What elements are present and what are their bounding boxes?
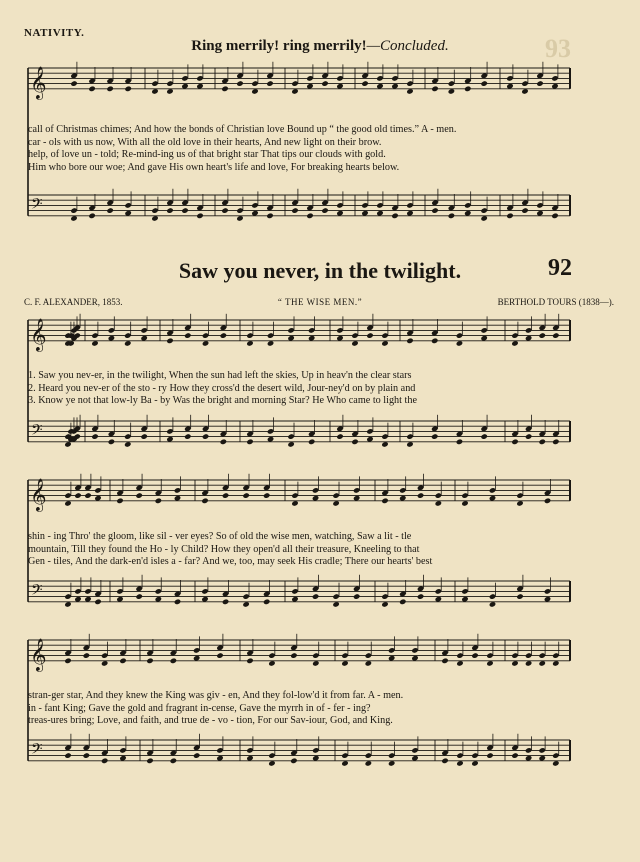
note-head — [220, 439, 227, 445]
note-head — [242, 492, 249, 498]
note-head — [83, 652, 90, 658]
note-head — [166, 207, 173, 213]
note-head — [236, 80, 243, 86]
note-head — [88, 213, 95, 219]
note-head — [181, 207, 188, 213]
note-head — [321, 207, 328, 213]
note-head — [525, 433, 532, 439]
note-head — [308, 439, 315, 445]
note-head — [202, 433, 209, 439]
clef-glyph: 𝄢 — [31, 581, 43, 603]
note-head — [246, 658, 253, 664]
note-head — [456, 439, 463, 445]
note-head — [544, 498, 551, 504]
continued-verse-line: car - ols with us now, With all the old love in their hearts, And new light on their brow. — [28, 136, 382, 148]
note-head — [431, 433, 438, 439]
hymn-author: C. F. ALEXANDER, 1853. — [24, 297, 123, 307]
note-head — [124, 86, 131, 92]
verse-line: Gen - tiles, And the dark-en'd isles a - far? And we, too, may seek His cradle; There our hearts' best — [28, 556, 433, 567]
note-head — [220, 332, 227, 338]
section-tag: NATIVITY. — [24, 27, 85, 39]
note-head — [146, 658, 153, 664]
note-head — [174, 599, 181, 605]
note-head — [140, 433, 147, 439]
continued-verse-line: Him who bore our woe; And gave His own heart's life and love, For breaking hearts below. — [28, 161, 400, 173]
verse-line: stran-ger star, And they knew the King was giv - en, And they fol-low'd it from far. A - men. — [28, 690, 404, 701]
verse-line: mountain, Till they found the Ho - ly Child? How they open'd all their treasure, Kneeling to that — [28, 543, 420, 555]
note-head — [135, 593, 142, 599]
clef-glyph: 𝄞 — [30, 317, 47, 351]
note-head — [64, 752, 71, 758]
note-head — [551, 213, 558, 219]
clef-glyph: 𝄞 — [30, 477, 47, 511]
note-head — [266, 213, 273, 219]
continued-verse-line: call of Christmas chimes; And how the bonds of Christian love Bound up “ the good old times.” A - men. — [28, 124, 457, 135]
note-head — [321, 80, 328, 86]
note-head — [196, 213, 203, 219]
continued-verse-line: help, of love un - told; Re-mind-ing us of that bright star That tips our clouds with gold. — [28, 149, 386, 160]
note-head — [506, 213, 513, 219]
hymn-title: Saw you never, in the twilight. — [178, 258, 462, 283]
note-head — [266, 80, 273, 86]
note-head — [108, 439, 115, 445]
note-head — [353, 593, 360, 599]
note-head — [417, 492, 424, 498]
note-head — [193, 752, 200, 758]
note-head — [106, 207, 113, 213]
note-head — [351, 439, 358, 445]
note-head — [146, 758, 153, 764]
continued-hymn-title-text: Ring merrily! ring merrily! — [191, 38, 367, 54]
note-head — [216, 652, 223, 658]
note-head — [64, 658, 71, 664]
note-head — [381, 498, 388, 504]
hymn-tune-name: “ THE WISE MEN.” — [277, 297, 363, 307]
verse-line: shin - ing Thro' the gloom, like sil - ver eyes? So of old the wise men, watching, Saw a lit - tle — [28, 531, 412, 542]
note-head — [471, 652, 478, 658]
clef-glyph: 𝄢 — [31, 740, 43, 762]
note-head — [290, 758, 297, 764]
note-head — [70, 80, 77, 86]
note-head — [119, 658, 126, 664]
clef-glyph: 𝄢 — [31, 195, 43, 217]
note-head — [106, 86, 113, 92]
note-head — [94, 599, 101, 605]
verses-system-3 — [28, 690, 613, 728]
clef-glyph: 𝄞 — [30, 65, 47, 99]
note-head — [431, 338, 438, 344]
note-head — [516, 593, 523, 599]
note-head — [539, 439, 546, 445]
note-head — [511, 439, 518, 445]
note-head — [552, 332, 559, 338]
verse-line: in - fant King; Gave the gold and fragrant in-cense, Gave the myrrh in of - fer - ing? — [28, 702, 371, 714]
note-head — [464, 86, 471, 92]
note-head — [221, 207, 228, 213]
note-head — [263, 599, 270, 605]
note-head — [291, 207, 298, 213]
note-head — [222, 599, 229, 605]
verses-system-1 — [28, 370, 613, 408]
note-head — [116, 498, 123, 504]
note-head — [88, 86, 95, 92]
hymn-number: 92 — [548, 255, 572, 281]
verse-line: 2. Heard you nev-er of the sto - ry How they cross'd the desert wild, Jour-ney'd on by plain and — [28, 382, 416, 394]
note-head — [406, 338, 413, 344]
note-head — [246, 439, 253, 445]
note-head — [431, 86, 438, 92]
note-head — [263, 492, 270, 498]
note-head — [166, 338, 173, 344]
verse-line: 1. Saw you nev-er, in the twilight, When the sun had left the skies, Up in heav'n the clear stars — [28, 370, 412, 381]
note-head — [480, 433, 487, 439]
note-head — [480, 80, 487, 86]
note-head — [135, 492, 142, 498]
note-head — [155, 498, 162, 504]
note-head — [536, 80, 543, 86]
clef-glyph: 𝄞 — [30, 637, 47, 671]
note-head — [184, 332, 191, 338]
note-head — [521, 207, 528, 213]
show-through-page-number: 93 — [545, 34, 571, 63]
hymn-composer: BERTHOLD TOURS (1838—). — [497, 297, 614, 307]
note-head — [391, 213, 398, 219]
note-head — [306, 213, 313, 219]
note-head — [84, 492, 91, 498]
note-head — [222, 492, 229, 498]
continued-hymn-verses — [28, 124, 613, 174]
note-head — [101, 758, 108, 764]
note-head — [290, 652, 297, 658]
note-head — [201, 498, 208, 504]
note-head — [417, 593, 424, 599]
note-head — [448, 213, 455, 219]
note-head — [221, 86, 228, 92]
note-head — [366, 332, 373, 338]
note-head — [361, 80, 368, 86]
note-head — [441, 758, 448, 764]
note-head — [170, 658, 177, 664]
note-head — [511, 752, 518, 758]
note-head — [539, 332, 546, 338]
continued-hymn-suffix: —Concluded. — [366, 38, 449, 54]
verses-system-2 — [28, 531, 613, 569]
note-head — [74, 492, 81, 498]
note-head — [336, 433, 343, 439]
clef-glyph: 𝄢 — [31, 421, 43, 443]
note-head — [441, 658, 448, 664]
verse-line: 3. Know ye not that low-ly Ba - by Was the bright and morning Star? He Who came to light the — [28, 395, 417, 406]
note-head — [170, 758, 177, 764]
note-head — [431, 207, 438, 213]
note-head — [399, 599, 406, 605]
verse-line: treas-ures bring; Love, and faith, and true de - vo - tion, For our Sav-iour, God, and King. — [28, 715, 393, 726]
note-head — [486, 752, 493, 758]
note-head — [312, 593, 319, 599]
note-head — [91, 433, 98, 439]
note-head — [184, 433, 191, 439]
note-head — [552, 439, 559, 445]
note-head — [83, 752, 90, 758]
